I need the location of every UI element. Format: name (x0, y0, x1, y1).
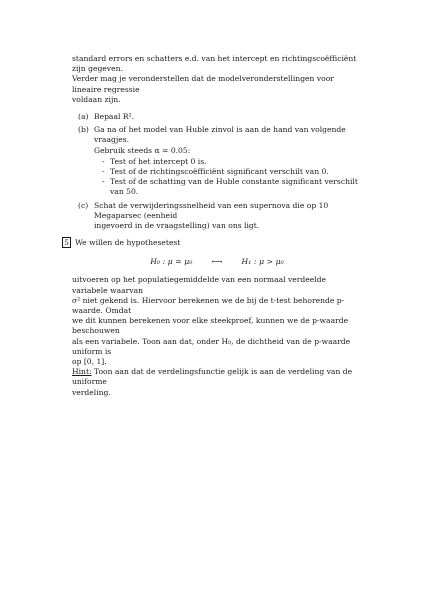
body-line: als een variabele. Toon aan dat, onder H₀, de dichtheid van de p-waarde uniform is (72, 336, 351, 356)
hint-label: Hint: (72, 367, 92, 377)
body-line: op [0, 1]. (72, 357, 107, 367)
formula-h1: H₁ : μ > μ₀ (241, 257, 284, 267)
document-page (64, 54, 362, 398)
formula-arrow: ⟷ (211, 257, 223, 267)
item-b-bullets (102, 157, 362, 198)
item-a-text: Bepaal R². (94, 112, 135, 122)
body-line: we dit kunnen berekenen voor elke steekproef, kunnen we de p-waarde beschouwen (72, 316, 349, 336)
item-c-text-1: Schat de verwijderingssnelheid van een supernova die op 10 Megaparsec (eenheid (94, 200, 329, 220)
item-a (72, 112, 362, 122)
intro-line-2: Verder mag je veronderstellen dat de modelveronderstellingen voor lineaire regressie (72, 74, 334, 94)
hint-text: Toon aan dat de verdelingsfunctie gelijk is aan de verdeling van de uniforme (72, 367, 353, 387)
formula-h0: H₀ : μ = μ₀ (150, 257, 193, 267)
question-5-lead: We willen de hypothesetest (75, 237, 181, 247)
item-c-label: (c) (78, 200, 89, 210)
hint-text-2: verdeling. (72, 387, 111, 397)
intro-paragraph (72, 54, 362, 105)
hypothesis-formula (72, 257, 362, 267)
dash-marker: - (102, 177, 105, 187)
dash-marker: - (102, 167, 105, 177)
bullet-text: Test of het intercept 0 is. (110, 156, 207, 166)
item-c-text-2: ingevoerd in de vraagstelling) van ons ligt. (94, 221, 260, 231)
item-b-text-2: Gebruik steeds α = 0.05: (94, 145, 191, 155)
question-5-header (64, 237, 362, 248)
item-a-label: (a) (78, 112, 89, 122)
question-number-box: 5 (62, 237, 71, 248)
item-b-text-1: Ga na of het model van Huble zinvol is aan de hand van volgende vraagjes. (94, 125, 346, 145)
intro-line-3: voldaan zijn. (72, 94, 121, 104)
list-item (102, 177, 362, 197)
bullet-text: Test of de richtingscoëfficiënt significant verschilt van 0. (110, 167, 329, 177)
intro-line-1: standard errors en schatters e.d. van het intercept en richtingscoëfficiënt zijn gegeven. (72, 54, 357, 74)
item-b-label: (b) (78, 125, 89, 135)
body-line: uitvoeren op het populatiegemiddelde van een normaal verdeelde variabele waarvan (72, 275, 327, 295)
body-line: σ² niet gekend is. Hiervoor berekenen we de bij de t-test behorende p-waarde. Omdat (72, 295, 345, 316)
item-c (72, 201, 362, 232)
list-item (102, 157, 362, 167)
list-item (102, 167, 362, 177)
dash-marker: - (102, 156, 105, 166)
question-5-body (72, 275, 362, 397)
bullet-text: Test of de schatting van de Huble constante significant verschilt van 50. (110, 177, 358, 197)
item-b (72, 125, 362, 197)
